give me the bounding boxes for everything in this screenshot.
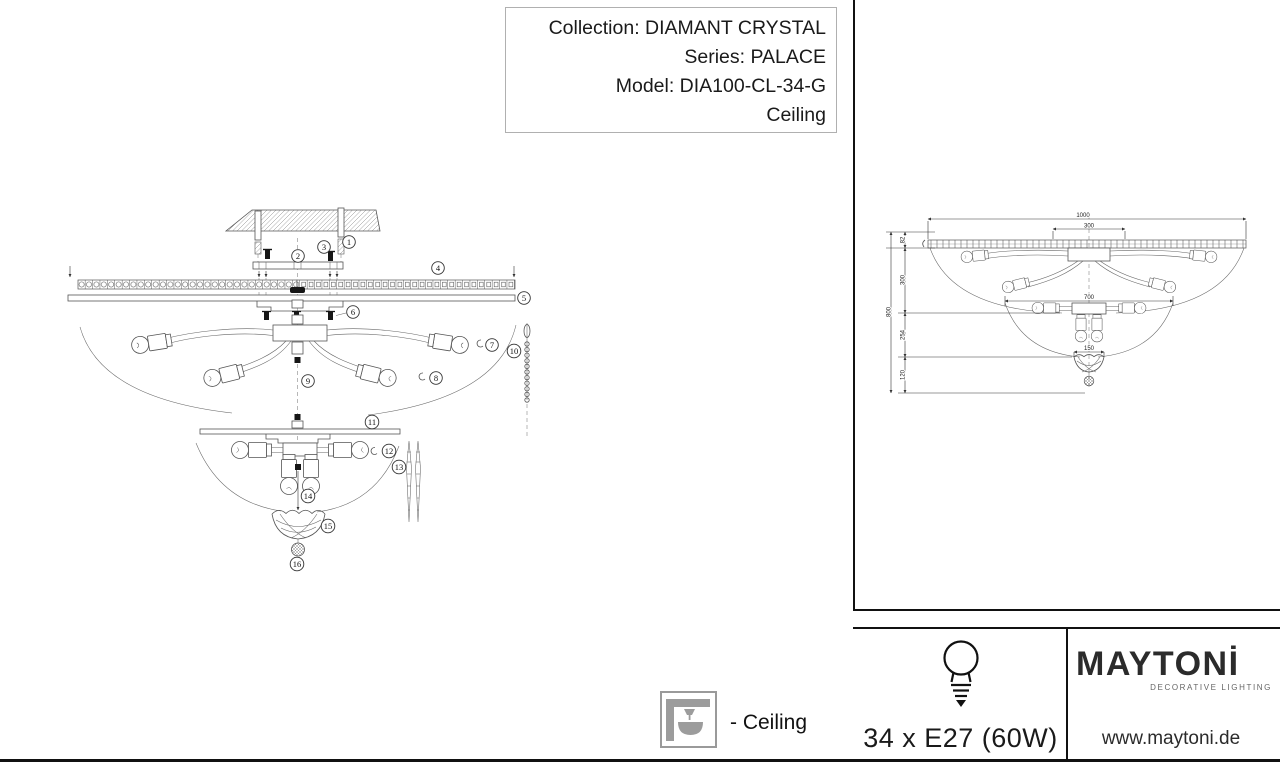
part-label-13 (392, 460, 406, 474)
part-label-16 (290, 557, 304, 571)
bulb-spec-cell (855, 629, 1066, 760)
dimensioned-view (880, 195, 1265, 410)
svg-text:300: 300 (1083, 223, 1095, 230)
collection-line: Collection: DIAMANT CRYSTAL (548, 17, 826, 39)
part-label-8 (430, 372, 443, 385)
bulb-count-spec: 34 x E27 (60W) (863, 723, 1058, 753)
svg-text:12: 12 (384, 445, 394, 456)
svg-text:1: 1 (346, 236, 352, 247)
svg-text:300: 300 (900, 274, 907, 286)
svg-text:5: 5 (521, 292, 527, 303)
hook-clip (419, 373, 425, 380)
ceiling-legend-label: - Ceiling (730, 711, 808, 734)
svg-text:1000: 1000 (1076, 213, 1090, 219)
svg-text:150: 150 (1083, 346, 1095, 352)
part-label-14 (301, 489, 315, 503)
crystal-strands-pair (407, 441, 421, 522)
light-bulb-icon (929, 637, 993, 721)
canopy-plate (68, 287, 515, 320)
part-label-2 (292, 250, 305, 263)
ceiling-mount-icon (660, 691, 717, 748)
brand-website: www.maytoni.de (1101, 728, 1241, 749)
svg-text:2: 2 (295, 250, 301, 261)
svg-text:16: 16 (292, 558, 302, 569)
part-label-1 (343, 236, 356, 249)
brand-tagline: DECORATIVE LIGHTING (1150, 683, 1272, 692)
svg-text:6: 6 (350, 306, 356, 317)
svg-text:10: 10 (509, 345, 519, 356)
svg-text:120: 120 (900, 369, 907, 381)
vertical-divider (853, 0, 855, 610)
part-label-9 (302, 375, 315, 388)
part-label-3 (318, 241, 331, 254)
part-label-15 (321, 519, 335, 533)
part-label-6 (347, 306, 360, 319)
maytoni-logo: MAYTONİ (1076, 645, 1240, 683)
lower-plate (200, 429, 400, 443)
hook-clip (477, 340, 483, 347)
crystal-band (70, 266, 515, 289)
horizontal-rule-1 (853, 609, 1280, 611)
svg-text:7: 7 (489, 339, 495, 350)
crystal-ball (292, 539, 305, 556)
svg-text:14: 14 (303, 490, 313, 501)
svg-text:4: 4 (435, 262, 441, 273)
svg-text:254: 254 (900, 329, 907, 341)
svg-text:8: 8 (433, 372, 439, 383)
svg-text:15: 15 (323, 520, 333, 531)
svg-text:700: 700 (1083, 295, 1095, 301)
crystal-basket (272, 510, 325, 539)
part-label-5 (518, 292, 531, 305)
svg-text:800: 800 (886, 306, 893, 318)
svg-text:9: 9 (305, 375, 311, 386)
crystal-strand-right (524, 323, 530, 437)
hook-clip (371, 447, 377, 454)
model-line: Model: DIA100-CL-34-G (615, 75, 826, 97)
svg-text:82: 82 (900, 236, 907, 244)
svg-text:11: 11 (367, 416, 377, 427)
part-label-4 (432, 262, 445, 275)
title-block (505, 7, 837, 133)
svg-text:13: 13 (394, 461, 404, 472)
series-line: Series: PALACE (684, 46, 826, 68)
svg-text:3: 3 (321, 241, 327, 252)
part-label-12 (382, 444, 396, 458)
exploded-assembly-diagram (55, 195, 550, 585)
mount-type-line: Ceiling (766, 104, 826, 126)
part-label-11 (365, 415, 379, 429)
brand-cell (1068, 629, 1280, 760)
part-label-10 (507, 344, 521, 358)
center-rod-upper (292, 342, 303, 428)
part-label-7 (486, 339, 499, 352)
lower-tier-hub-and-arms (232, 442, 378, 495)
